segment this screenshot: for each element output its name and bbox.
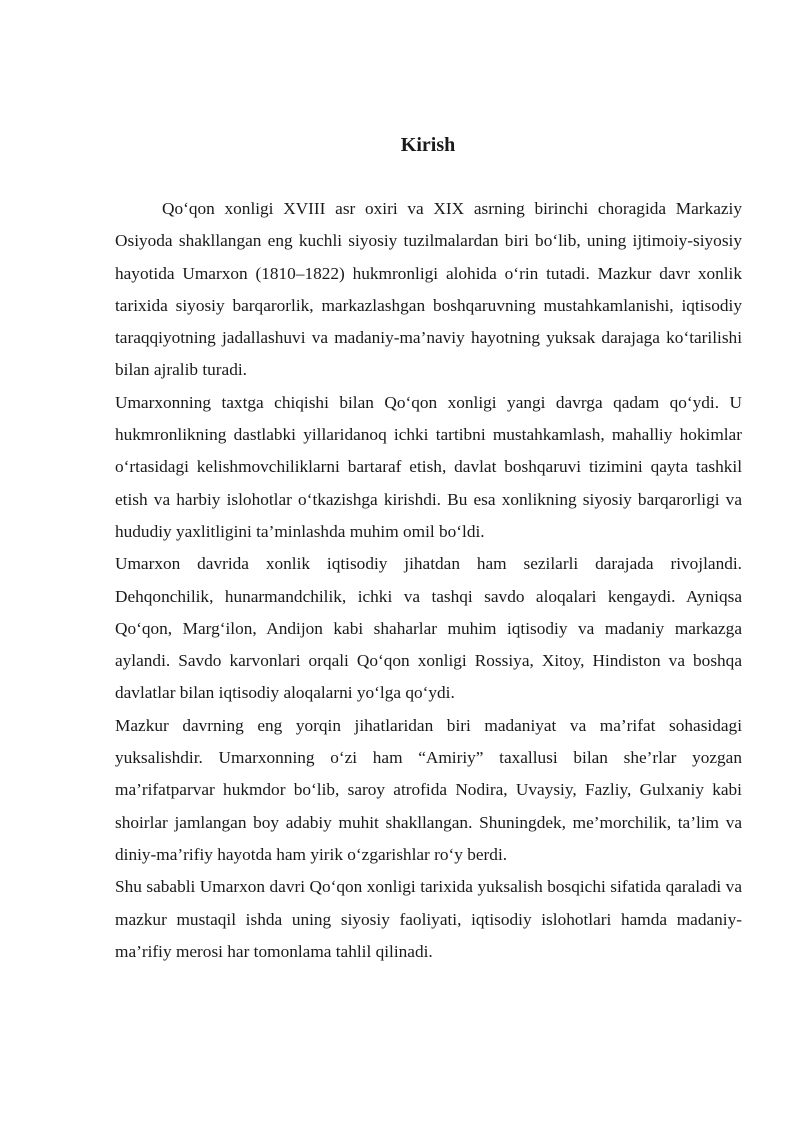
page-title: Kirish	[400, 134, 456, 156]
paragraph-intro: Qo‘qon xonligi XVIII asr oxiri va XIX asrning birinchi choragida Markaziy Osiyoda shakllangan eng kuchli siyosiy tuzilmalardan biri bo‘lib, uning ijtimoiy-siyosiy hayotida Umarxon (1810–1822) hukmronligi alohida o‘rin tutadi. Mazkur davr xonlik tarixida siyosiy barqarorlik, markazlashgan boshqaruvning mustahkamlanishi, iqtisodiy taraqqiyotning jadallashuvi va madaniy-ma’naviy hayotning yuksak darajaga ko‘tarilishi bilan ajralib turadi.	[115, 199, 742, 380]
paragraph-conclusion: Shu sababli Umarxon davri Qo‘qon xonligi tarixida yuksalish bosqichi sifatida qaraladi va mazkur mustaqil ishda uning siyosiy faoliyati, iqtisodiy islohotlari hamda madaniy-ma’rifiy merosi har tomonlama tahlil qilinadi.	[115, 877, 742, 961]
paragraph-culture: Mazkur davrning eng yorqin jihatlaridan biri madaniyat va ma’rifat sohasidagi yuksalishdir. Umarxonning o‘zi ham “Amiriy” taxallusi bilan she’rlar yozgan ma’rifatparvar hukmdor bo‘lib, saroy atrofida Nodira, Uvaysiy, Fazliy, Gulxaniy kabi shoirlar jamlangan boy adabiy muhit shakllangan. Shuningdek, me’morchilik, ta’lim va diniy-ma’rifiy hayotda ham yirik o‘zgarishlar ro‘y berdi.	[115, 715, 742, 864]
paragraph-accession: Umarxonning taxtga chiqishi bilan Qo‘qon xonligi yangi davrga qadam qo‘ydi. U hukmronlikning dastlabki yillaridanoq ichki tartibni mustahkamlash, mahalliy hokimlar o‘rtasidagi kelishmovchiliklarni bartaraf etish, davlat boshqaruvi tizimini qayta tashkil etish va harbiy islohotlar o‘tkazishga kirishdi. Bu esa xonlikning siyosiy barqarorligi va hududiy yaxlitligini ta’minlashda muhim omil bo‘ldi.	[115, 392, 742, 541]
document-body	[115, 193, 742, 968]
paragraph-economy: Umarxon davrida xonlik iqtisodiy jihatdan ham sezilarli darajada rivojlandi. Dehqonchilik, hunarmandchilik, ichki va tashqi savdo aloqalari kengaydi. Ayniqsa Qo‘qon, Marg‘ilon, Andijon kabi shaharlar muhim iqtisodiy va madaniy markazga aylandi. Savdo karvonlari orqali Qo‘qon xonligi Rossiya, Xitoy, Hindiston va boshqa davlatlar bilan iqtisodiy aloqalarni yo‘lga qo‘ydi.	[115, 554, 742, 703]
